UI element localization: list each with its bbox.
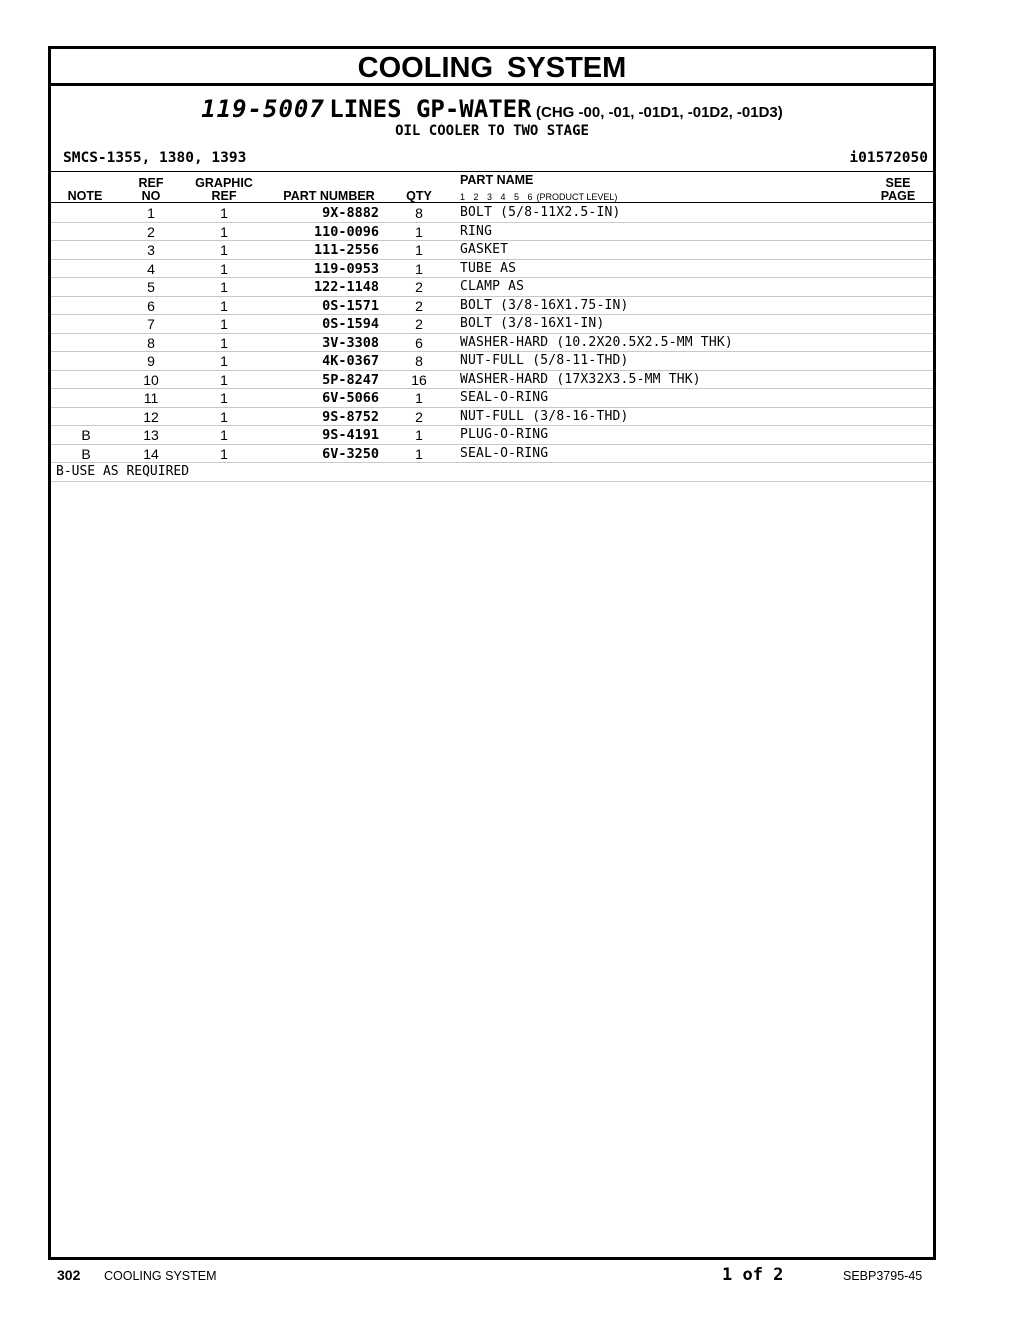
cell-name: BOLT (3/8-16X1.75-IN) [460, 297, 629, 313]
cell-ref: 8 [147, 334, 155, 351]
table-row [51, 389, 933, 408]
cell-ref: 5 [147, 279, 155, 295]
parts-page-frame [48, 46, 936, 1260]
cell-qty: 1 [415, 445, 423, 462]
cell-qty: 1 [415, 242, 423, 258]
cell-part: 111-2556 [313, 242, 379, 258]
cell-qty: 1 [415, 260, 423, 277]
cell-ref: 14 [143, 445, 159, 462]
cell-graphic: 1 [220, 316, 228, 332]
smcs-codes: SMCS-1355, 1380, 1393 [63, 150, 247, 166]
cell-name: SEAL-O-RING [460, 445, 549, 461]
cell-ref: 12 [143, 408, 159, 425]
table-row [51, 223, 933, 242]
cell-graphic: 1 [220, 260, 228, 277]
cell-part: 4K-0367 [322, 353, 379, 369]
table-row [51, 204, 933, 223]
footer-page-count: 1 of 2 [722, 1265, 784, 1285]
cell-qty: 6 [415, 334, 423, 351]
cell-name: CLAMP AS [460, 279, 525, 294]
cell-ref: 2 [147, 223, 155, 240]
table-row [51, 278, 933, 297]
cell-part: 9S-8752 [322, 408, 379, 425]
note-row [51, 463, 933, 482]
cell-qty: 16 [411, 371, 427, 388]
table-row [51, 334, 933, 353]
cell-graphic: 1 [220, 371, 228, 388]
cell-name: PLUG-O-RING [460, 427, 549, 442]
cell-part: 6V-5066 [322, 390, 379, 406]
table-row [51, 260, 933, 279]
cell-graphic: 1 [220, 205, 228, 221]
table-row [51, 445, 933, 464]
cell-graphic: 1 [220, 445, 228, 462]
header-part-number: PART NUMBER [283, 189, 375, 203]
cell-graphic: 1 [220, 427, 228, 443]
cell-part: 9S-4191 [322, 427, 379, 443]
cell-name: BOLT (3/8-16X1-IN) [460, 316, 605, 331]
footer-page-number: 302 [57, 1267, 81, 1283]
product-levels [460, 192, 617, 202]
cell-ref: 10 [143, 371, 159, 388]
cell-qty: 2 [415, 408, 423, 425]
group-changes: (CHG -00, -01, -01D1, -01D2, -01D3) [536, 104, 783, 121]
group-heading [51, 95, 933, 123]
cell-ref: 7 [147, 316, 155, 332]
group-subtitle: OIL COOLER TO TWO STAGE [395, 123, 589, 139]
cell-ref: 13 [143, 427, 159, 443]
cell-graphic: 1 [220, 390, 228, 406]
table-row [51, 352, 933, 371]
group-number: 119-5007 [201, 95, 325, 123]
table-row [51, 426, 933, 445]
cell-name: NUT-FULL (3/8-16-THD) [460, 408, 629, 424]
note-text: B-USE AS REQUIRED [56, 464, 190, 479]
cell-name: RING [460, 223, 493, 239]
header-see-page: SEE PAGE [880, 176, 916, 203]
cell-ref: 1 [147, 205, 155, 221]
cell-name: GASKET [460, 242, 509, 257]
header-rule-top [51, 171, 933, 172]
product-level-numbers: 1 2 3 4 5 6 [460, 192, 533, 202]
table-row [51, 408, 933, 427]
parts-list [51, 204, 933, 482]
cell-note: B [81, 427, 91, 443]
cell-note: B [81, 445, 91, 462]
cell-qty: 1 [415, 223, 423, 240]
cell-graphic: 1 [220, 223, 228, 240]
cell-name: WASHER-HARD (17X32X3.5-MM THK) [460, 371, 701, 387]
cell-name: SEAL-O-RING [460, 390, 549, 405]
cell-qty: 8 [415, 205, 423, 221]
cell-ref: 3 [147, 242, 155, 258]
header-note: NOTE [67, 189, 103, 203]
header-rule-bottom [51, 202, 933, 203]
cell-qty: 8 [415, 353, 423, 369]
cell-graphic: 1 [220, 297, 228, 314]
footer-document-id: SEBP3795-45 [843, 1269, 923, 1283]
cell-qty: 2 [415, 316, 423, 332]
cell-graphic: 1 [220, 279, 228, 295]
cell-name: NUT-FULL (5/8-11-THD) [460, 353, 629, 368]
cell-graphic: 1 [220, 334, 228, 351]
header-qty: QTY [406, 189, 432, 203]
cell-graphic: 1 [220, 353, 228, 369]
cell-ref: 9 [147, 353, 155, 369]
header-part-name: PART NAME [460, 173, 534, 187]
cell-ref: 11 [143, 390, 159, 406]
cell-qty: 1 [415, 390, 423, 406]
illustration-id: i01572050 [849, 150, 928, 166]
table-row [51, 241, 933, 260]
table-row [51, 371, 933, 390]
cell-qty: 2 [415, 279, 423, 295]
cell-part: 3V-3308 [322, 334, 379, 351]
cell-qty: 1 [415, 427, 423, 443]
cell-part: 119-0953 [313, 260, 379, 277]
footer-section: COOLING SYSTEM [104, 1269, 217, 1283]
cell-graphic: 1 [220, 408, 228, 425]
cell-part: 0S-1571 [322, 297, 379, 314]
cell-part: 9X-8882 [322, 205, 379, 221]
cell-graphic: 1 [220, 242, 228, 258]
cell-part: 6V-3250 [322, 445, 379, 462]
cell-part: 0S-1594 [322, 316, 379, 332]
header-graphic-ref: GRAPHIC REF [195, 176, 253, 203]
page-title: COOLING SYSTEM [51, 49, 933, 86]
cell-ref: 6 [147, 297, 155, 314]
cell-name: BOLT (5/8-11X2.5-IN) [460, 205, 621, 220]
group-name: LINES GP-WATER [329, 95, 532, 123]
cell-qty: 2 [415, 297, 423, 314]
cell-name: WASHER-HARD (10.2X20.5X2.5-MM THK) [460, 334, 733, 350]
cell-part: 122-1148 [313, 279, 379, 295]
table-row [51, 315, 933, 334]
header-ref-no: REF NO [138, 176, 164, 203]
cell-name: TUBE AS [460, 260, 517, 276]
product-level-label: (PRODUCT LEVEL) [536, 192, 618, 202]
cell-ref: 4 [147, 260, 155, 277]
table-row [51, 297, 933, 316]
cell-part: 5P-8247 [322, 371, 379, 388]
cell-part: 110-0096 [313, 223, 379, 240]
